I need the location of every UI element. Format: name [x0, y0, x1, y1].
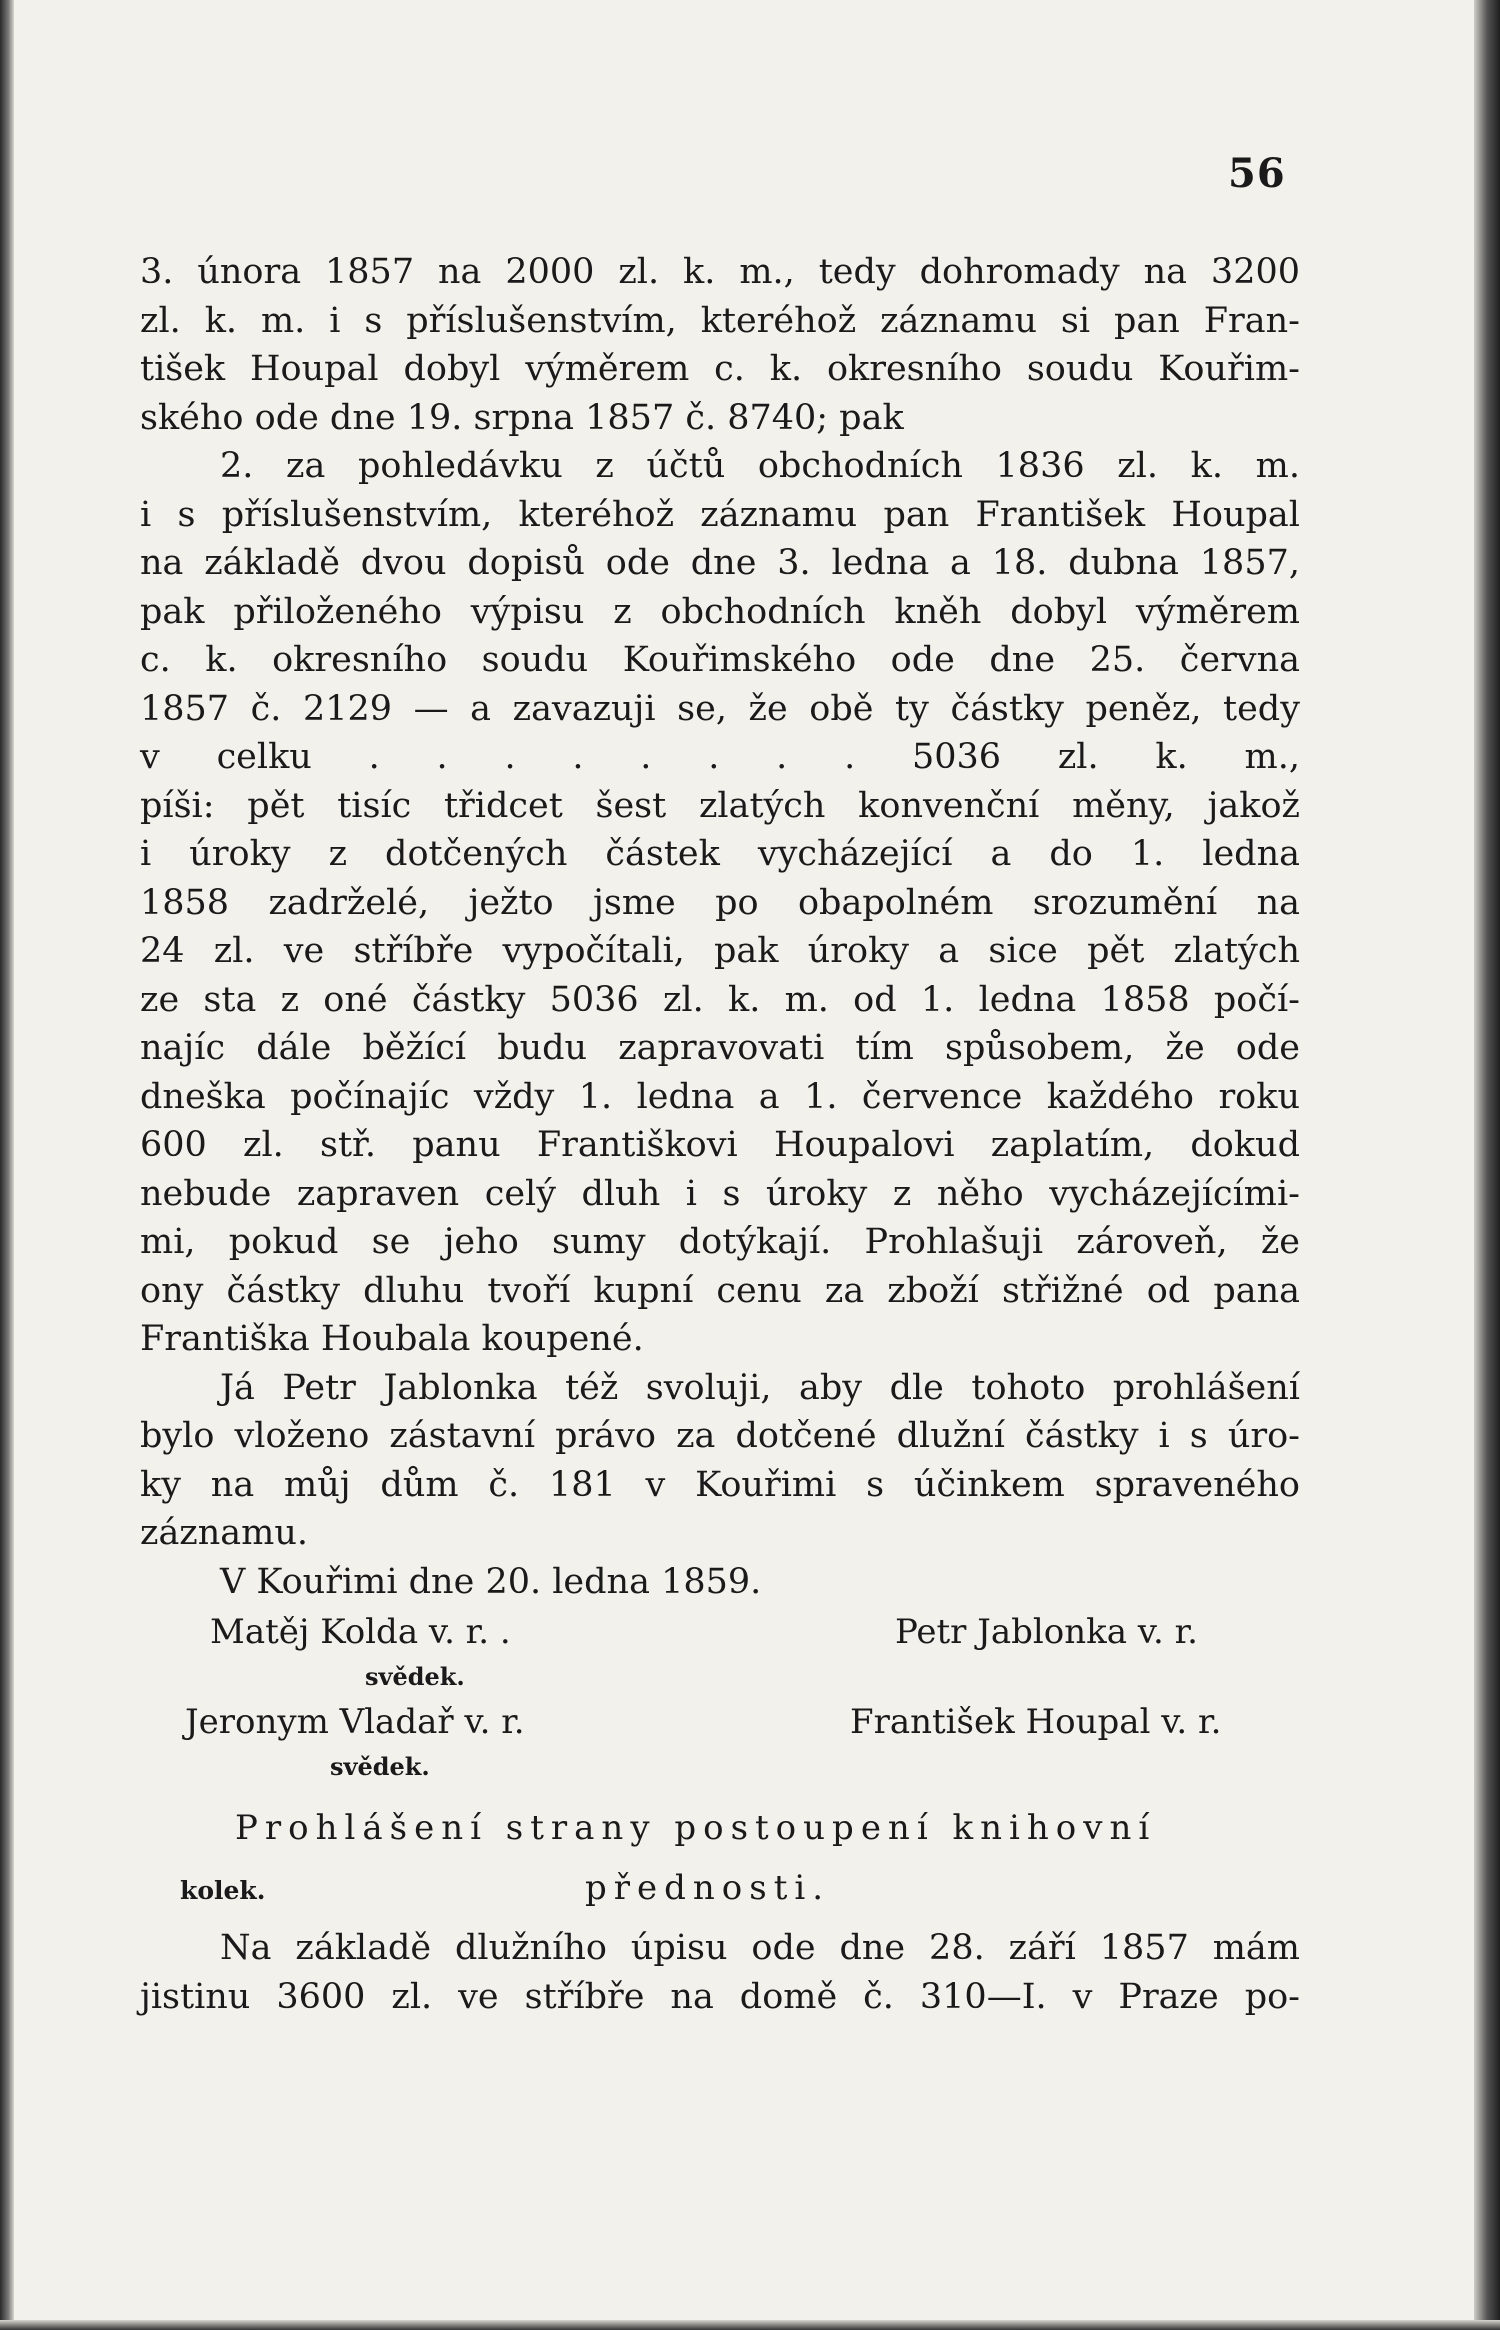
text-line: 24 zl. ve stříbře vypočítali, pak úroky a sice pět zlatých	[140, 931, 1300, 971]
paragraph-2	[140, 1364, 1300, 1558]
page-number: 56	[1228, 150, 1286, 197]
witness-label: svědek.	[365, 1662, 465, 1691]
text-line: 600 zl. stř. panu Františkovi Houpalovi zaplatím, dokud	[140, 1125, 1300, 1165]
text-line: 2. za pohledávku z účtů obchodních 1836 zl. k. m.	[220, 446, 1300, 486]
signature-left: Jeronym Vladař v. r.	[185, 1702, 525, 1742]
text-line: Františka Houbala koupené.	[140, 1319, 644, 1359]
text-line: píši: pět tisíc třidcet šest zlatých konvenční měny, jakož	[140, 785, 1300, 826]
text-line: jistinu 3600 zl. ve stříbře na domě č. 310—I. v Praze po-	[140, 1976, 1300, 2017]
text-line: 1858 zadrželé, ježto jsme po obapolném srozumění na	[140, 882, 1300, 923]
text-line: na základě dvou dopisů ode dne 3. ledna a 18. dubna 1857,	[140, 543, 1300, 583]
page-edge-bottom	[0, 2320, 1500, 2330]
witness-label-row	[140, 1748, 1300, 1786]
page-edge-right	[1474, 0, 1500, 2330]
text-line: dneška počínajíc vždy 1. ledna a 1. července každého roku	[140, 1076, 1300, 1117]
text-line: ského ode dne 19. srpna 1857 č. 8740; pak	[140, 397, 904, 438]
signature-left: Matěj Kolda v. r. .	[210, 1612, 511, 1652]
text-line: bylo vloženo zástavní právo za dotčené dlužní částky i s úro-	[140, 1416, 1300, 1456]
text-line: mi, pokud se jeho sumy dotýkají. Prohlašuji zároveň, že	[140, 1222, 1300, 1262]
text-line: c. k. okresního soudu Kouřimského ode dne 25. června	[140, 640, 1300, 680]
text-line: tišek Houpal dobyl výměrem c. k. okresního soudu Kouřim-	[140, 349, 1300, 389]
place-date: V Kouřimi dne 20. ledna 1859.	[220, 1561, 762, 1602]
text-line: Já Petr Jablonka též svoluji, aby dle tohoto prohlášení	[220, 1367, 1300, 1408]
text-line: v celku . . . . . . . . 5036 zl. k. m.,	[140, 737, 1300, 777]
text-line: zl. k. m. i s příslušenstvím, kteréhož záznamu si pan Fran-	[140, 300, 1300, 341]
text-line: 1857 č. 2129 — a zavazuji se, že obě ty částky peněz, tedy	[140, 688, 1300, 729]
text-line: záznamu.	[140, 1513, 309, 1553]
text-line: ze sta z oné částky 5036 zl. k. m. od 1. ledna 1858 počí-	[140, 979, 1300, 1020]
text-line: 3. února 1857 na 2000 zl. k. m., tedy dohromady na 3200	[140, 252, 1300, 292]
document-body	[140, 248, 1300, 2021]
witness-label-row	[140, 1658, 1300, 1696]
paragraph-1	[140, 248, 1300, 1364]
section-heading: Prohlášení strany postoupení knihovní	[235, 1808, 1157, 1848]
text-line: nebude zapraven celý dluh i s úroky z něho vycházejícími-	[140, 1173, 1300, 1214]
signature-row	[140, 1696, 1300, 1748]
text-line: ky na můj dům č. 181 v Kouřimi s účinkem spraveného	[140, 1464, 1300, 1505]
signature-right: Petr Jablonka v. r.	[895, 1612, 1198, 1652]
text-line: pak přiloženého výpisu z obchodních kněh dobyl výměrem	[140, 591, 1300, 632]
section-heading-continued: přednosti.	[585, 1868, 831, 1908]
signature-right: František Houpal v. r.	[850, 1702, 1222, 1742]
section-heading-row	[140, 1864, 1300, 1924]
witness-label: svědek.	[330, 1752, 430, 1781]
page-edge-left	[0, 0, 14, 2330]
text-line: ony částky dluhu tvoří kupní cenu za zboží střižné od pana	[140, 1270, 1300, 1311]
text-line: Na základě dlužního úpisu ode dne 28. září 1857 mám	[220, 1928, 1300, 1968]
text-line: najíc dále běžící budu zapravovati tím spůsobem, že ode	[140, 1028, 1300, 1068]
kolek-label: kolek.	[180, 1876, 266, 1905]
section-heading-row	[140, 1804, 1300, 1864]
signature-row	[140, 1606, 1300, 1658]
spacer	[140, 1786, 1300, 1804]
text-line: i s příslušenstvím, kteréhož záznamu pan František Houpal	[140, 494, 1300, 535]
text-line: i úroky z dotčených částek vycházející a do 1. ledna	[140, 834, 1300, 874]
